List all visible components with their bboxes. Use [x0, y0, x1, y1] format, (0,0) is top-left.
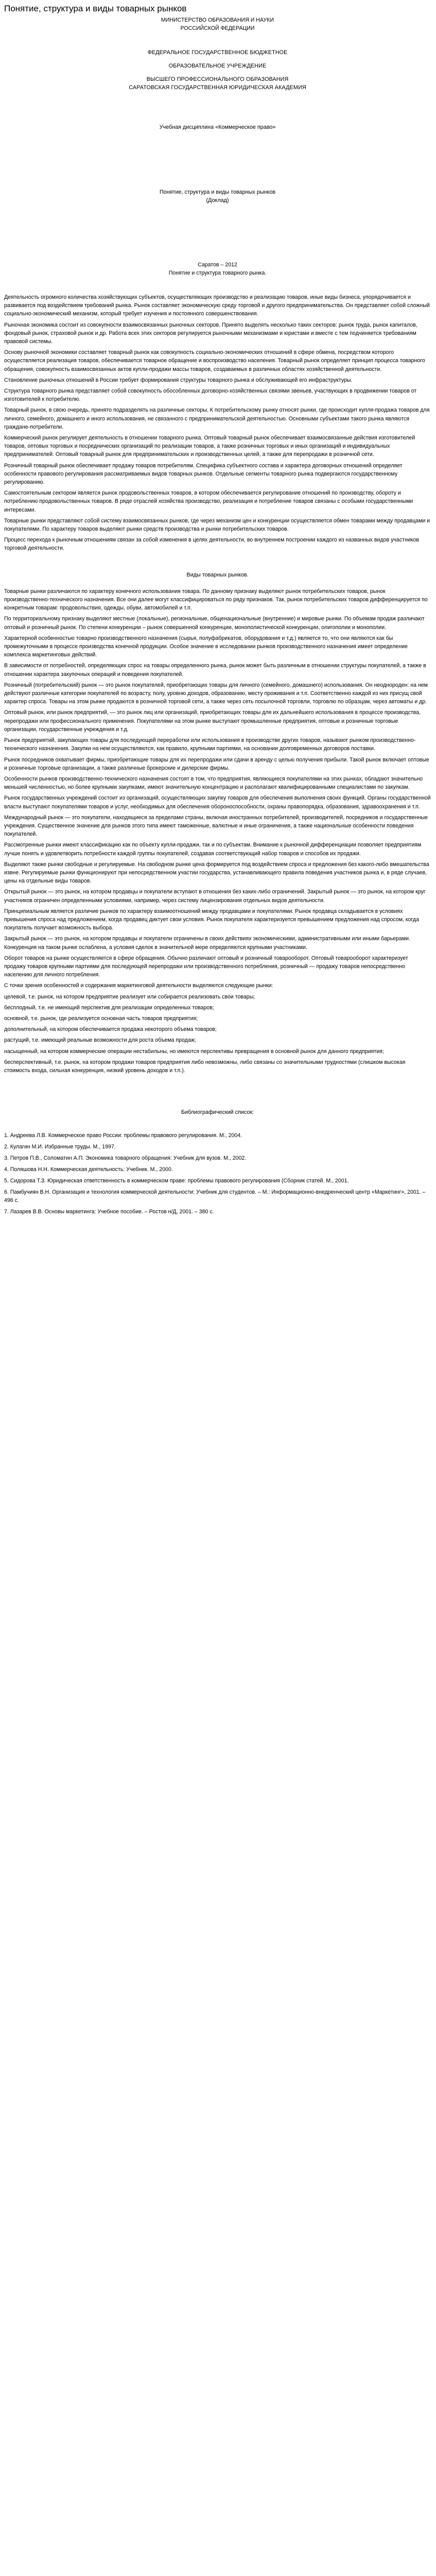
- institution-line: ВЫСШЕГО ПРОФЕССИОНАЛЬНОГО ОБРАЗОВАНИЯ: [146, 76, 289, 83]
- paragraph: Процесс перехода к рыночным отношениям связан за собой изменения в целях деятельности, во внутреннем построении каждого из названных видов участников торговой деятельности.: [4, 537, 420, 552]
- reference-item: 2. Кулагин М.И. Избранные труды. М., 1997.: [4, 1144, 116, 1150]
- list-paragraph: основной, т.е. рынок, где реализуется основная часть товаров предприятия;: [4, 1015, 198, 1022]
- paragraph: Розничный (потребительский) рынок — это рынок покупателей, приобретающих товары для личного (семейного, домашнего) использования. Он неоднороден: на нем действуют различные категории покупателей по возрасту, полу, уровню доходов, образованию, месту проживания и т.п. Соответственно каждой из них присущ свой характер спроса. Товары на этом рынке продаются в розничной торговой сети, а также через сеть посылочной торговли, торговлю по образцам, через автоматы и др.: [4, 682, 428, 705]
- paragraph: Розничный товарный рынок обеспечивает продажу товаров потребителям. Специфика субъектного состава и характера договорных отношений определяет особенности правового регулирования рассматриваемых видов товарных рынков. Отдельные сегменты товарного рынка подвергаются государственному регулированию.: [4, 462, 403, 486]
- paragraph: Рынок предприятий, закупающих товары для последующей переработки или использования в производстве других товаров, называют рынком производственно-технического назначения. Закупки на нем осуществляются, как правило, крупными партиями, на основании долговременных договоров поставки.: [4, 737, 416, 752]
- ministry-header: [4, 16, 431, 33]
- paragraph: Принципиальным является различие рынков по характеру взаимоотношений между продавцами и покупателями. Рынок продавца складывается в условиях превышения спроса над предложением, когда продавец диктует свои условия. Рынок покупателя характеризуется превышением предложения над спросом, когда покупатель получает возможность выбора.: [4, 908, 420, 931]
- paragraph: Становление рыночных отношений в России требует формирования структуры товарного рынка и обслуживающей его инфраструктуры.: [4, 377, 353, 383]
- reference-item: 6. Памбучиян В.Н. Организация и технология коммерческой деятельности: Учебник для студентов. – М.: Информационно-внедренческий центр «Маркетинг», 2001. – 496 с.: [4, 1189, 426, 1204]
- paragraph: Рыночная экономика состоит из совокупности взаимосвязанных рыночных секторов. Принято выделять несколько таких секторов: рынок труда, рынок капиталов, фондовый рынок, страховой рынок и др. Работа всех этих секторов регулируется рыночными механизмами и юристами и вместе с тем подчиняется требованиям правовой системы.: [4, 321, 417, 345]
- paragraph: Коммерческий рынок регулирует деятельность в отношении товарного рынка. Оптовый товарный рынок обеспечивает взаимосвязанные действия изготовителей товаров, оптовых торговых и посреднических организаций по реализации товаров, а также розничных торговых и иных организаций и индивидуальных предпринимателей. Оптовый товарный рынок для предпринимательских и производственных целей, а также для перепродажи в розничной сети.: [4, 435, 415, 458]
- page-title: Понятие, структура и виды товарных рынков: [4, 4, 187, 13]
- references-title: Библиографический список:: [181, 1109, 254, 1116]
- section-heading: Виды товарных рынков.: [186, 571, 249, 578]
- references-list: [4, 1132, 431, 1216]
- institution-line: САРАТОВСКАЯ ГОСУДАРСТВЕННАЯ ЮРИДИЧЕСКАЯ АКАДЕМИЯ: [129, 84, 306, 91]
- paragraph: По территориальному признаку выделяют местные (локальные), региональные, общенациональные (внутренние) и мировые рынки. По объемам продаж различают оптовый и розничный рынок. По степени конкуренции – рынок совершенной конкуренции, монополистической конкуренции, олигополии и монополии.: [4, 616, 425, 631]
- topic-title: Понятие, структура и виды товарных рынков: [159, 189, 276, 195]
- paragraph: С точки зрения особенностей и содержания маркетинговой деятельности выделяются следующие рынки:: [4, 982, 273, 989]
- paragraph: Структура товарного рынка представляет собой совокупность обособленных договорно-хозяйственных связями звеньев, участвующих в продвижении товаров от изготовителей к потребителю.: [4, 388, 417, 403]
- reference-item: 3. Петров П.В., Соломатин А.П. Экономика товарного обращения: Учебник для вузов. М., 2002.: [4, 1155, 247, 1162]
- paragraph: Особенности рынков производственно-технического назначения состоят в том, что предприятия, являющиеся покупателями на этих рынках, обладают значительно меньшей численностью, но более крупными закупками, имеют значительную концентрацию и располагают квалифицированными специалистами по закупкам.: [4, 775, 423, 791]
- paragraph: Деятельность огромного количества хозяйствующих субъектов, осуществляющих производство и реализацию товаров, иные виды бизнеса, упорядочивается и развивается под воздействием требований рынка. Рынок составляет экономическую среду торговой и другого предпринимательства. Он представляет собой сложный социально-экономический механизм, который требует изучения и постоянного совершенствования.: [4, 294, 430, 317]
- discipline-block: [4, 123, 431, 131]
- paragraph: Оборот товаров на рынке осуществляется в сфере обращения. Обычно различают оптовый и розничный товарооборот. Оптовый товарооборот характеризует продажу товаров крупными партиями для последующей перепродажи или производственного потребления, розничный — продажу товаров непосредственно населению для личного потребления.: [4, 955, 408, 978]
- paragraph: Выделяют также рынки свободные и регулируемые. На свободном рынке цена формируется под воздействием спроса и предложения без какого-либо вмешательства извне. Регулируемые рынки функционируют при непосредственном участии государства, устанавливающего правила поведения участников рынка и, в ряде случаев, цены на отдельные виды товаров.: [4, 861, 429, 885]
- references-heading-block: [4, 1108, 431, 1116]
- list-paragraph: целевой, т.е. рынок, на котором предприятие реализует или собирается реализовать свои товары;: [4, 993, 255, 1000]
- institution-line: ФЕДЕРАЛЬНОЕ ГОСУДАРСТВЕННОЕ БЮДЖЕТНОЕ: [147, 49, 288, 56]
- paragraph: Закрытый рынок — это рынок, на котором продавцы и покупатели ограничены в своих действиях экономическими, административными или иными барьерами. Конкуренция на таком рынке ослаблена, а условия сделок в значительной мере определяются крупными участниками.: [4, 936, 410, 951]
- paragraph: Рынок посредников охватывает фирмы, приобретающие товары для их перепродажи или сдачи в аренду с целью получения прибыли. Такой рынок включает оптовые и розничные торговые организации, а также различные брокерские и дилерские фирмы.: [4, 756, 429, 771]
- reference-item: 5. Сидорова Т.З. Юридическая ответственность в коммерческом праве: проблемы правового регулирования (Сборник статей. М., 2001.: [4, 1177, 349, 1184]
- paragraph: Рассмотренные рынки имеют классификацию как по объекту купли-продажи, так и по субъектам. Внимание к рыночной дифференциации позволяет предприятиям лучше понять и удовлетворить потребности каждой группы покупателей, создавая соответствующий набор товаров и способов их продажи.: [4, 842, 422, 857]
- city-year: Саратов – 2012: [198, 262, 237, 268]
- paragraph: В зависимости от потребностей, определяющих спрос на товары определенного рынка, рынок может быть различным в отношении структуры покупателей, а также в отношении характера закупочных операций и поведения покупателей.: [4, 663, 426, 677]
- paragraph: Товарные рынки различаются по характеру конечного использования товара. По данному признаку выделяют рынок потребительских товаров, рынок производственно-технического назначения. Все они далее могут классифицироваться по ряду признаков. Так, рынок потребительских товаров дифференцируется по конкретным товарам: продовольствия, одежды, обуви, автомобилей и т.п.: [4, 588, 428, 612]
- paragraph: Самостоятельным сектором является рынок продовольственных товаров, в котором обеспечивается регулирование отношений по производству, обороту и потреблению продовольственных товаров. В ряде отраслей хозяйства производство, реализация и потребление товаров связаны с особыми государственными интересами.: [4, 490, 413, 513]
- paragraph: Оптовый рынок, или рынок предприятий, — это рынок лиц или организаций, приобретающих товары для их дальнейшего использования в процессе производства, перепродажи или профессионального применения. Покупателями на этом рынке выступают промышленные предприятия, оптовые и розничные торговые организации, государственные учреждения и т.д.: [4, 709, 421, 733]
- list-paragraph: растущий, т.е. имеющий реальные возможности для роста объема продаж;: [4, 1037, 196, 1044]
- ministry-line: МИНИСТЕРСТВО ОБРАЗОВАНИЯ И НАУКИ: [161, 17, 274, 24]
- city-year-block: [4, 261, 431, 278]
- paragraph: Характерной особенностью товарно производственного назначения (сырья, полуфабрикатов, оборудования и т.д.) является то, что они являются как бы промежуточными в процессе производства конечной продукции. Особое значение в исследовании рынков производственного назначения имеет определение комплекса маркетинговых действий.: [4, 635, 408, 658]
- topic-block: [4, 188, 431, 205]
- discipline-title: Учебная дисциплина «Коммерческое право»: [159, 124, 276, 130]
- list-paragraph: дополнительный, на котором обеспечивается продажа некоторого объема товаров;: [4, 1026, 217, 1033]
- reference-item: 1. Андреева Л.В. Коммерческое право России: проблемы правового регулирования. М., 2004.: [4, 1132, 242, 1139]
- reference-item: 7. Лазарев В.В. Основы маркетинга: Учебное пособие. – Ростов н/Д, 2001. – 380 с.: [4, 1208, 214, 1215]
- list-paragraph: бесперспективный, т.е. рынок, на котором продажи товаров предприятия либо невозможны, либо связаны со значительными трудностями (слишком высокая стоимость входа, сильная конкуренция, низкий уровень доходов и т.п.).: [4, 1059, 406, 1074]
- list-paragraph: бесплодный, т.е. не имеющий перспектив для реализации определенных товаров;: [4, 1004, 214, 1011]
- paragraph: Товарный рынок, в свою очередь, принято подразделять на различные секторы. К потребительскому рынку относят рынки, где происходит купля-продажа товаров для личного, семейного, домашнего и иного использования, не связанного с предпринимательской деятельностью. Основными субъектами такого рынка являются граждане-потребители.: [4, 407, 430, 430]
- topic-subtitle: (Доклад): [206, 197, 229, 204]
- list-paragraph: насыщенный, на котором коммерческие операции нестабильны, но имеются перспективы превращения в основной рынок для данного предприятия;: [4, 1048, 384, 1055]
- paragraph: Основу рыночной экономики составляет товарный рынок как совокупность социально-экономических отношений в сфере обмена, посредством которого осуществляется реализация товаров, обеспечивается товарное обращение и воспроизводство населения. Товарный рынок определяет принцип процесса товарного обращения, совокупность взаимосвязанных актов купли-продажи массы товаров, создаваемых в различных областях хозяйственной деятельности.: [4, 349, 425, 372]
- section-subtitle: Понятие и структура товарного рынка.: [168, 270, 267, 277]
- paragraph: Товарные рынки представляют собой систему взаимосвязанных рынков, где через механизм цен и конкуренции осуществляется обмен товарами между продавцами и покупателями. По характеру товаров выделяют рынки средств производства и рынки потребительских товаров.: [4, 517, 430, 533]
- types-section: [4, 587, 431, 1075]
- ministry-line: РОССИЙСКОЙ ФЕДЕРАЦИИ: [180, 25, 255, 31]
- reference-item: 4. Поляшова Н.Н. Коммерческая деятельность: Учебник. М., 2000.: [4, 1166, 173, 1173]
- institution-line: ОБРАЗОВАТЕЛЬНОЕ УЧРЕЖДЕНИЕ: [168, 63, 267, 70]
- paragraph: Рынок государственных учреждений состоит из организаций, осуществляющих закупку товаров для обеспечения выполнения своих функций. Органы государственной власти выступают покупателями товаров и услуг, необходимых для обеспечения обороноспособности, охраны правопорядка, образования, здравоохранения и т.п.: [4, 795, 431, 810]
- institution-block: [4, 48, 431, 92]
- paragraph: Открытый рынок — это рынок, на котором продавцы и покупатели вступают в отношения без каких-либо ограничений. Закрытый рынок — это рынок, на котором круг участников ограничен определенными условиями, например, через систему лицензирования отдельных видов деятельности.: [4, 889, 426, 904]
- paragraph: Международный рынок — это покупатели, находящиеся за пределами страны, включая иностранных потребителей, производителей, посредников и государственные учреждения. Существенное значение для рынков этого типа имеют таможенные, валютные и иные ограничения, а также национальные особенности поведения покупателей.: [4, 814, 428, 838]
- intro-section: [4, 293, 431, 553]
- types-heading-block: [4, 571, 431, 579]
